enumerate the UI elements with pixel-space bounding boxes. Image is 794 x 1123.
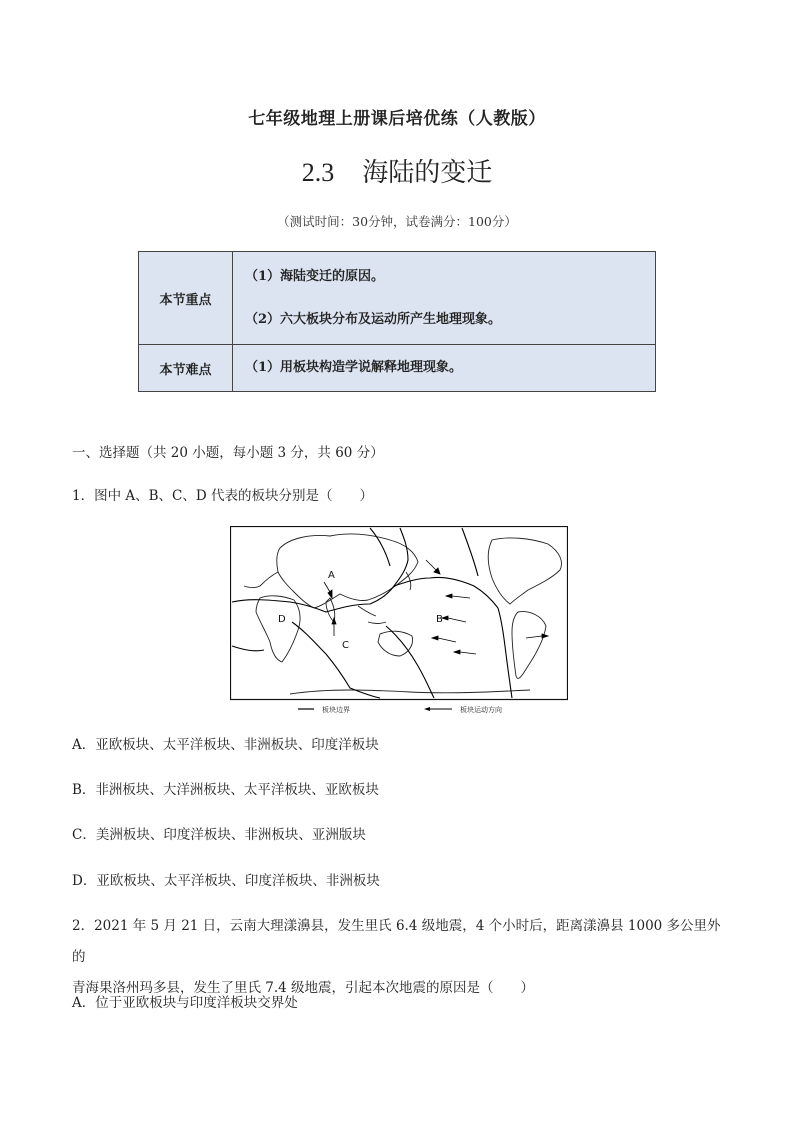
- key-point-item: （1）海陆变迁的原因。: [245, 268, 385, 284]
- plate-label-a: A: [328, 570, 335, 581]
- test-info: （测试时间：30分钟，试卷满分：100分）: [277, 214, 517, 229]
- key-point-item: （2）六大板块分布及运动所产生地理现象。: [245, 311, 502, 327]
- question-2-stem-line1: 2．2021 年 5 月 21 日，云南大理漾濞县，发生里氏 6.4 级地震，4 个小时后，距离漾濞县 1000 多公里外的: [72, 918, 721, 965]
- section-title: 一、选择题（共 20 小题，每小题 3 分，共 60 分）: [72, 445, 384, 461]
- plate-label-d: D: [278, 614, 286, 625]
- plate-label-c: C: [342, 640, 349, 651]
- question-2-stem: [72, 911, 732, 1004]
- key-points-label: 本节重点: [139, 252, 233, 345]
- plate-map: [230, 526, 568, 716]
- question-1-option-c: C．美洲板块、印度洋板块、非洲板块、亚洲版块: [72, 827, 366, 843]
- key-points-row: [139, 252, 656, 345]
- difficulty-item: （1）用板块构造学说解释地理现象。: [245, 360, 463, 375]
- lesson-title: [0, 152, 794, 189]
- key-points-content: [233, 252, 656, 345]
- lesson-name: 海陆的变迁: [362, 158, 493, 188]
- difficulty-content: [233, 345, 656, 392]
- question-1-option-b: B．非洲板块、大洋洲板块、太平洋板块、亚欧板块: [72, 782, 379, 798]
- question-2-stem-line2: 青海果洛州玛多县，发生了里氏 7.4 级地震，引起本次地震的原因是（ ）: [72, 980, 535, 996]
- difficulty-row: [139, 345, 656, 392]
- plate-label-b: B: [436, 614, 443, 625]
- legend-direction-text: 板块运动方向: [460, 706, 502, 714]
- question-1-option-a: A．亚欧板块、太平洋板块、非洲板块、印度洋板块: [72, 737, 379, 753]
- map-legend: [298, 705, 502, 714]
- question-1-option-d: D．亚欧板块、太平洋板块、印度洋板块、非洲板块: [72, 873, 380, 889]
- focus-table: [138, 251, 656, 392]
- question-2-option-a: A．位于亚欧板块与印度洋板块交界处: [72, 995, 298, 1011]
- legend-boundary-text: 板块边界: [322, 706, 350, 714]
- page-header: 七年级地理上册课后培优练（人教版）: [248, 109, 546, 129]
- difficulty-label: 本节难点: [139, 345, 233, 392]
- question-1-stem: 1．图中 A、B、C、D 代表的板块分别是（ ）: [72, 488, 373, 504]
- lesson-number: 2.3: [301, 158, 335, 187]
- legend-arrow-icon: [424, 707, 430, 711]
